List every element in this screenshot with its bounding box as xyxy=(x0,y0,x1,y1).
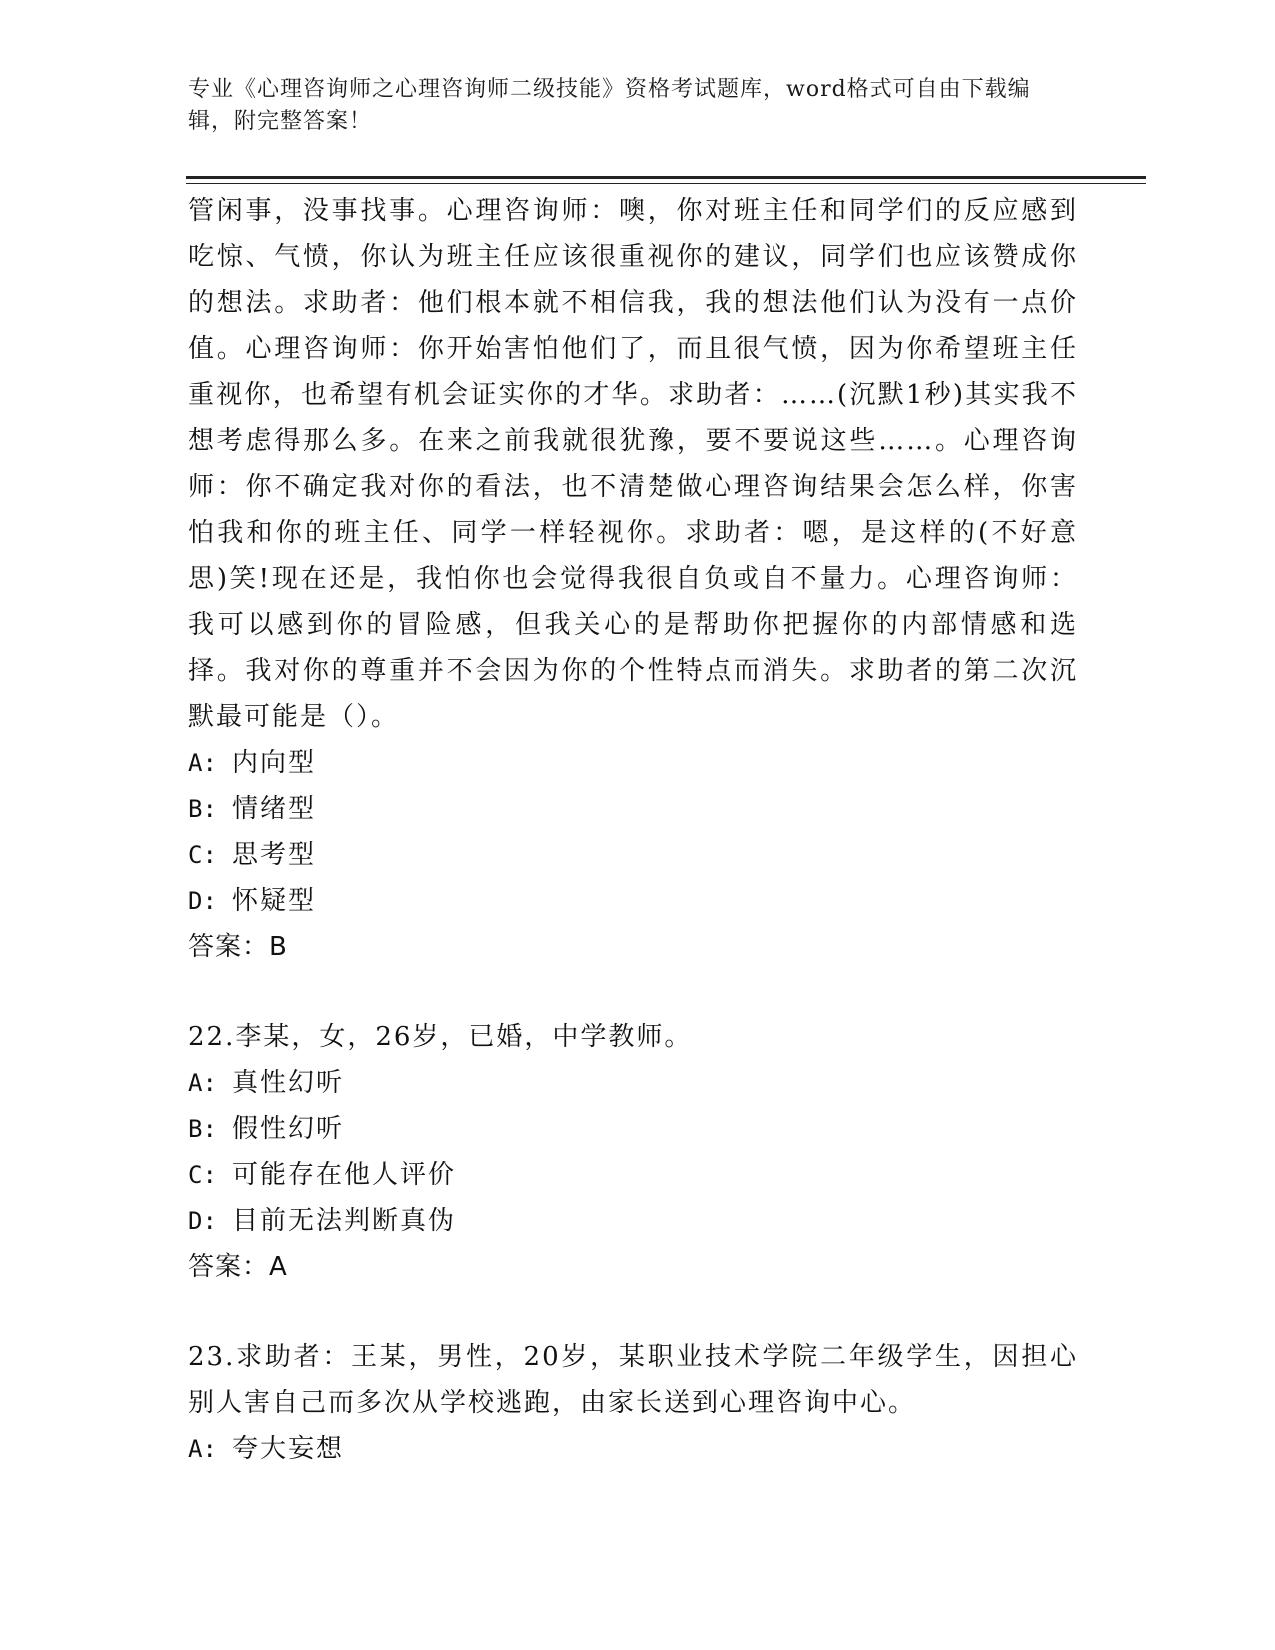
option-b xyxy=(188,786,1078,832)
option-text: 怀疑型 xyxy=(232,886,317,916)
option-text: 情绪型 xyxy=(232,794,317,824)
option-text: 假性幻听 xyxy=(232,1114,345,1144)
question-23-options xyxy=(188,1426,1078,1472)
option-key: B: xyxy=(188,795,217,823)
option-a xyxy=(188,1426,1078,1472)
question-21-answer: 答案：B xyxy=(188,932,288,962)
option-c xyxy=(188,1152,1078,1198)
question-22 xyxy=(188,1014,1078,1290)
question-23-text: 23.求助者：王某，男性，20岁，某职业技术学院二年级学生，因担心别人害自己而多次从学校逃跑，由家长送到心理咨询中心。 xyxy=(188,1342,1078,1418)
option-b xyxy=(188,1106,1078,1152)
document-header: 专业《心理咨询师之心理咨询师二级技能》资格考试题库，word格式可自由下载编辑，附完整答案！ xyxy=(188,77,1031,134)
question-spacer xyxy=(188,1290,1078,1334)
option-text: 可能存在他人评价 xyxy=(232,1160,457,1190)
option-key: A: xyxy=(188,1069,217,1097)
option-key: B: xyxy=(188,1115,217,1143)
option-text: 思考型 xyxy=(232,840,317,870)
question-23 xyxy=(188,1334,1078,1472)
question-21-text: 管闲事，没事找事。心理咨询师：噢，你对班主任和同学们的反应感到吃惊、气愤，你认为班主任应该很重视你的建议，同学们也应该赞成你的想法。求助者：他们根本就不相信我，我的想法他们认为没有一点价值。心理咨询师：你开始害怕他们了，而且很气愤，因为你希望班主任重视你，也希望有机会证实你的才华。求助者：……(沉默1秒)其实我不想考虑得那么多。在来之前我就很犹豫，要不要说这些……。心理咨询师：你不确定我对你的看法，也不清楚做心理咨询结果会怎么样，你害怕我和你的班主任、同学一样轻视你。求助者：嗯，是这样的(不好意思)笑!现在还是，我怕你也会觉得我很自负或自不量力。心理咨询师：我可以感到你的冒险感，但我关心的是帮助你把握你的内部情感和选择。我对你的尊重并不会因为你的个性特点而消失。求助者的第二次沉默最可能是（）。 xyxy=(188,196,1078,732)
question-spacer xyxy=(188,970,1078,1014)
option-text: 真性幻听 xyxy=(232,1068,345,1098)
option-text: 目前无法判断真伪 xyxy=(232,1206,457,1236)
header-divider-thick xyxy=(186,176,1146,179)
option-a xyxy=(188,740,1078,786)
option-key: C: xyxy=(188,1161,217,1189)
option-d xyxy=(188,878,1078,924)
question-22-answer: 答案：A xyxy=(188,1252,288,1282)
option-key: A: xyxy=(188,1435,217,1463)
option-key: A: xyxy=(188,749,217,777)
question-21 xyxy=(188,188,1078,970)
option-key: D: xyxy=(188,1207,217,1235)
document-content xyxy=(188,188,1078,1472)
question-22-options xyxy=(188,1060,1078,1244)
option-text: 夸大妄想 xyxy=(232,1434,345,1464)
option-key: C: xyxy=(188,841,217,869)
option-c xyxy=(188,832,1078,878)
header-divider-thin xyxy=(186,183,1146,184)
option-d xyxy=(188,1198,1078,1244)
option-key: D: xyxy=(188,887,217,915)
option-text: 内向型 xyxy=(232,748,317,778)
question-22-text: 22.李某，女，26岁，已婚，中学教师。 xyxy=(188,1022,693,1052)
option-a xyxy=(188,1060,1078,1106)
question-21-options xyxy=(188,740,1078,924)
